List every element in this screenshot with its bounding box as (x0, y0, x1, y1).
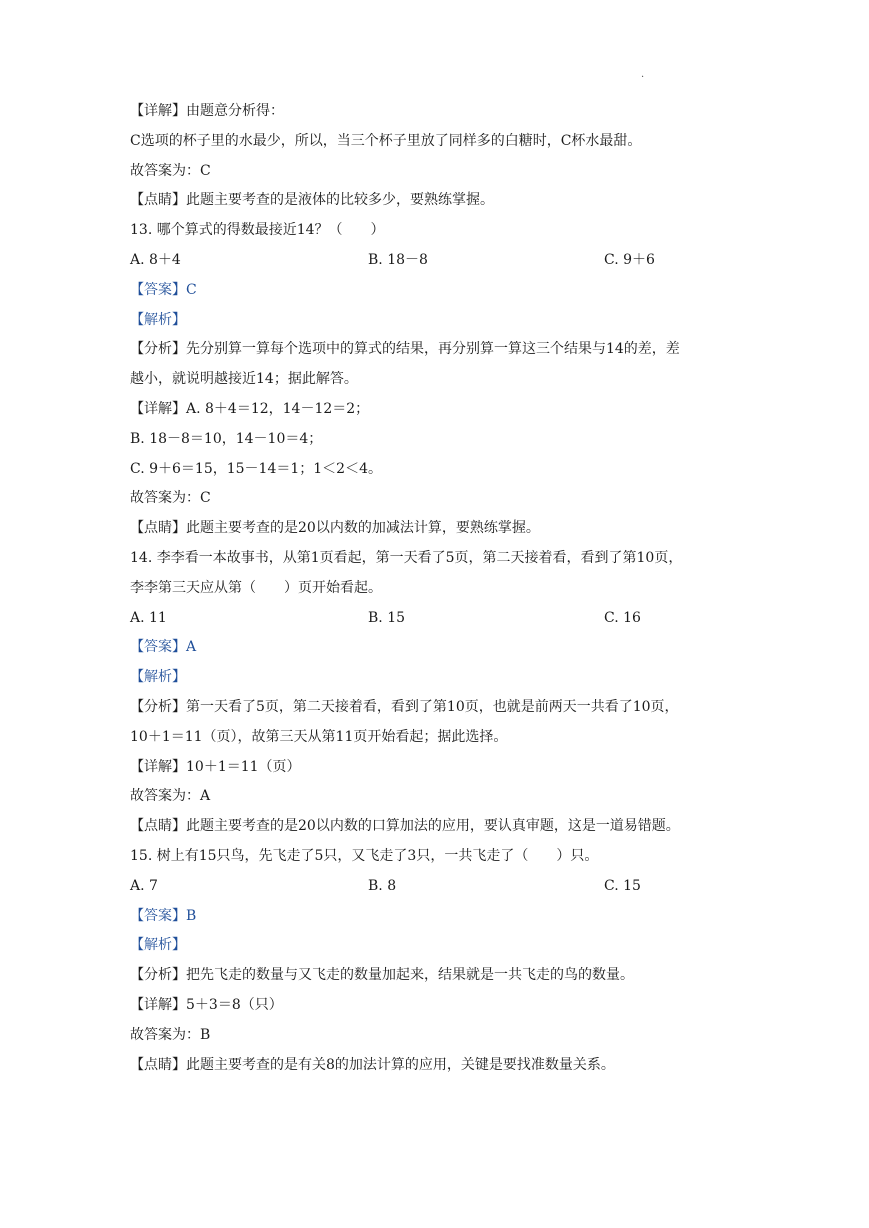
text-line: 【分析】第一天看了5页，第二天接着看，看到了第10页，也就是前两天一共看了10页， (130, 698, 679, 715)
text-line: 李李第三天应从第（ ）页开始看起。 (130, 579, 382, 596)
text-line: 【详解】5＋3＝8（只） (130, 996, 283, 1013)
text-line: B. 18－8＝10，14－10＝4； (130, 430, 323, 447)
text-line: 10＋1＝11（页），故第三天从第11页开始看起；据此选择。 (130, 728, 508, 745)
answer-heading: 【答案】A (130, 639, 197, 656)
option-b: B. 18－8 (368, 251, 428, 268)
answer-heading: 【答案】B (130, 907, 197, 924)
option-c: C. 16 (604, 609, 641, 626)
text-line: 【详解】A. 8＋4＝12，14－12＝2； (130, 400, 370, 417)
text-line: 【分析】把先飞走的数量与又飞走的数量加起来，结果就是一共飞走的鸟的数量。 (130, 967, 634, 984)
option-a: A. 7 (130, 877, 158, 894)
option-a: A. 11 (130, 609, 167, 626)
text-line: 15. 树上有15只鸟，先飞走了5只，又飞走了3只，一共飞走了（ ）只。 (130, 847, 599, 864)
answer-heading: 【解析】 (130, 311, 186, 328)
text-line: C. 9＋6＝15，15－14＝1；1＜2＜4。 (130, 460, 382, 477)
text-line: 【点睛】此题主要考查的是20以内数的口算加法的应用，要认真审题，这是一道易错题。 (130, 818, 680, 835)
text-line: 故答案为：C (130, 162, 211, 179)
options-row (130, 876, 770, 896)
text-line: 越小，就说明越接近14；据此解答。 (130, 371, 358, 388)
text-line: 14. 李李看一本故事书，从第1页看起，第一天看了5页，第二天接着看，看到了第10页， (130, 549, 683, 566)
text-line: 故答案为：A (130, 788, 211, 805)
header-mark: · (641, 72, 645, 83)
option-b: B. 15 (368, 609, 406, 626)
text-line: 【分析】先分别算一算每个选项中的算式的结果，再分别算一算这三个结果与14的差，差 (130, 341, 680, 358)
text-line: 【点睛】此题主要考查的是20以内数的加减法计算，要熟练掌握。 (130, 520, 540, 537)
option-a: A. 8＋4 (130, 251, 181, 268)
option-b: B. 8 (368, 877, 397, 894)
text-line: 【点睛】此题主要考查的是有关8的加法计算的应用，关键是要找准数量关系。 (130, 1056, 615, 1073)
text-line: 故答案为：C (130, 490, 211, 507)
option-c: C. 9＋6 (604, 251, 655, 268)
answer-heading: 【答案】C (130, 281, 197, 298)
answer-heading: 【解析】 (130, 937, 186, 954)
document-content (130, 101, 770, 1084)
text-line: 故答案为：B (130, 1026, 211, 1043)
text-line: C选项的杯子里的水最少，所以，当三个杯子里放了同样多的白糖时，C杯水最甜。 (130, 132, 642, 149)
options-row (130, 608, 770, 628)
option-c: C. 15 (604, 877, 641, 894)
options-row (130, 250, 770, 270)
answer-heading: 【解析】 (130, 669, 186, 686)
text-line: 13. 哪个算式的得数最接近14？（ ） (130, 222, 385, 239)
text-line: 【详解】由题意分析得： (130, 103, 284, 119)
text-line: 【点睛】此题主要考查的是液体的比较多少，要熟练掌握。 (130, 192, 494, 209)
text-line: 【详解】10＋1＝11（页） (130, 758, 301, 775)
